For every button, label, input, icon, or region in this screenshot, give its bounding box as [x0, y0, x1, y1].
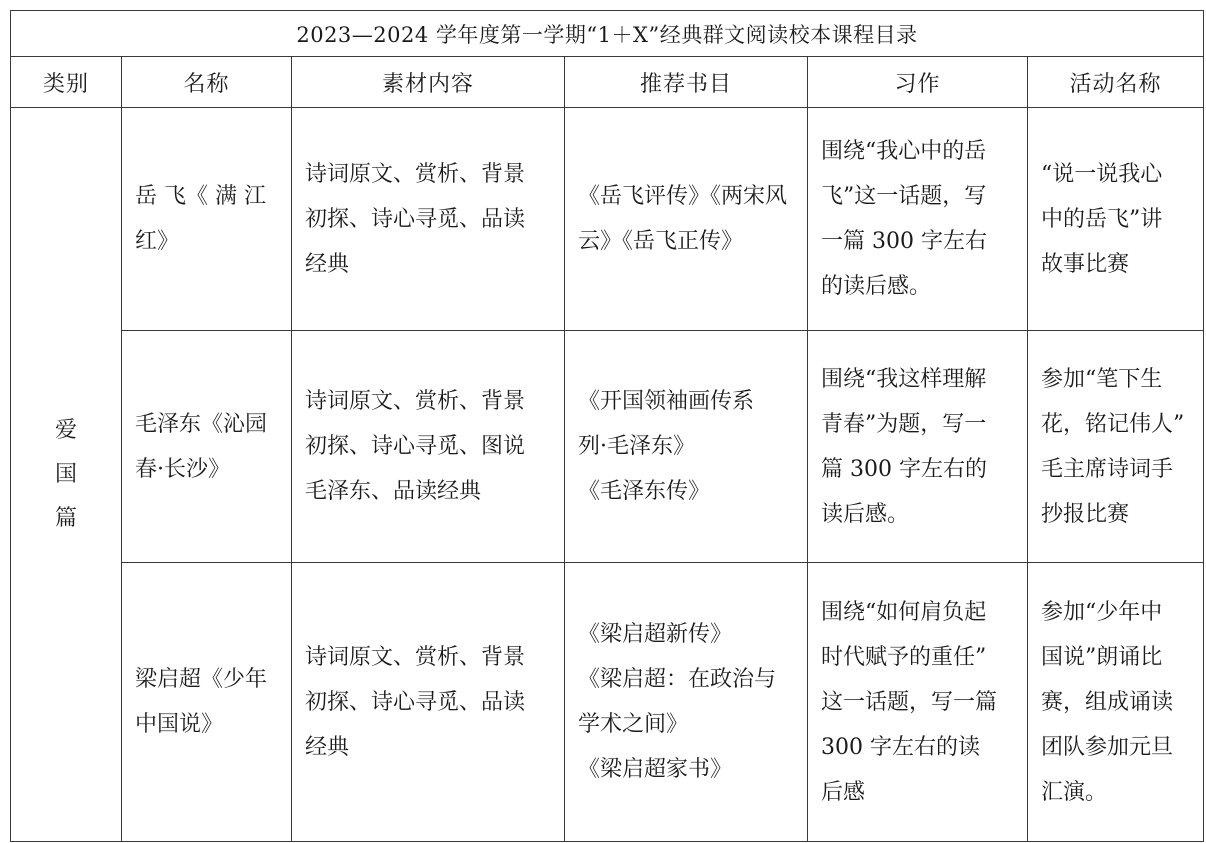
writing-line: 时代赋予的重任” [821, 644, 987, 670]
material-cell [292, 331, 565, 563]
table-row [11, 108, 1204, 331]
books-cell [565, 108, 808, 331]
activity-cell [1028, 563, 1204, 842]
activity-line: 中的岳飞”讲 [1041, 206, 1163, 232]
name-line: 中国说》 [135, 712, 224, 737]
table-row [11, 331, 1204, 563]
activity-line: 抄报比赛 [1041, 501, 1130, 527]
writing-cell [808, 108, 1028, 331]
material-line: 初探、诗心寻觅、品读 [305, 206, 526, 232]
name-line: 梁启超《少年 [135, 667, 268, 692]
activity-line: 国说”朗诵比 [1041, 644, 1163, 670]
books-line: 列·毛泽东》 [578, 434, 695, 459]
books-line: 《梁启超家书》 [578, 757, 733, 782]
name-cell [122, 331, 292, 563]
course-table [10, 10, 1204, 842]
writing-line: 300 字左右的读 [821, 734, 980, 760]
name-cell [122, 108, 292, 331]
activity-line: 故事比赛 [1041, 251, 1130, 277]
activity-line: 汇演。 [1041, 779, 1108, 805]
header-row [11, 57, 1204, 108]
header-books: 推荐书目 [565, 57, 808, 108]
writing-line: 围绕“如何肩负起 [821, 599, 987, 625]
writing-line: 围绕“我这样理解 [821, 366, 987, 392]
header-category: 类别 [11, 57, 122, 108]
category-char: 国 [54, 461, 77, 487]
material-cell [292, 108, 565, 331]
writing-line: 一篇 300 字左右 [821, 229, 987, 254]
material-line: 诗词原文、赏析、背景 [305, 389, 526, 414]
header-activity: 活动名称 [1028, 57, 1204, 108]
category-char: 爱 [54, 417, 77, 443]
name-line: 红》 [135, 229, 180, 254]
books-line: 《梁启超新传》 [578, 622, 733, 647]
name-line: 岳 飞《 满 江 [135, 184, 266, 209]
name-line: 春·长沙》 [135, 456, 230, 482]
writing-line: 读后感。 [821, 501, 910, 527]
writing-line: 后感 [821, 779, 866, 805]
material-line: 初探、诗心寻觅、品读 [305, 689, 526, 715]
activity-line: 团队参加元旦 [1041, 734, 1174, 760]
table-title: 2023—2024 学年度第一学期“1＋X”经典群文阅读校本课程目录 [11, 11, 1204, 57]
writing-cell [808, 563, 1028, 842]
activity-line: 参加“少年中 [1041, 599, 1163, 625]
activity-cell [1028, 331, 1204, 563]
writing-line: 的读后感。 [821, 274, 932, 299]
material-line: 初探、诗心寻觅、图说 [305, 434, 526, 459]
activity-line: 花，铭记伟人” [1041, 411, 1185, 437]
material-line: 诗词原文、赏析、背景 [305, 644, 526, 670]
books-line: 云》《岳飞正传》 [578, 229, 744, 254]
header-material: 素材内容 [292, 57, 565, 108]
header-writing: 习作 [808, 57, 1028, 108]
material-line: 诗词原文、赏析、背景 [305, 161, 526, 187]
writing-line: 青春”为题，写一 [821, 411, 987, 437]
title-row [11, 11, 1204, 57]
activity-line: 参加“笔下生 [1041, 366, 1163, 392]
course-catalog [10, 10, 1204, 842]
writing-line: 这一话题，写一篇 [821, 689, 998, 715]
name-cell [122, 563, 292, 842]
writing-cell [808, 331, 1028, 563]
material-cell [292, 563, 565, 842]
books-line: 《毛泽东传》 [578, 479, 711, 504]
activity-line: 赛，组成诵读 [1041, 689, 1174, 715]
books-cell [565, 331, 808, 563]
header-name: 名称 [122, 57, 292, 108]
activity-line: “说一说我心 [1041, 161, 1163, 187]
books-cell [565, 563, 808, 842]
name-line: 毛泽东《沁园 [135, 411, 268, 437]
books-line: 《岳飞评传》《两宋风 [578, 184, 788, 209]
table-row [11, 563, 1204, 842]
writing-line: 围绕“我心中的岳 [821, 139, 987, 164]
activity-line: 毛主席诗词手 [1041, 456, 1174, 482]
books-line: 学术之间》 [578, 712, 689, 737]
material-line: 经典 [305, 734, 350, 760]
writing-line: 篇 300 字左右的 [821, 456, 987, 482]
material-line: 经典 [305, 251, 350, 277]
category-char: 篇 [54, 505, 77, 531]
books-line: 《梁启超：在政治与 [578, 667, 777, 692]
activity-cell [1028, 108, 1204, 331]
material-line: 毛泽东、品读经典 [305, 479, 482, 504]
books-line: 《开国领袖画传系 [578, 389, 755, 414]
category-cell [11, 108, 122, 842]
writing-line: 飞”这一话题，写 [821, 184, 987, 209]
